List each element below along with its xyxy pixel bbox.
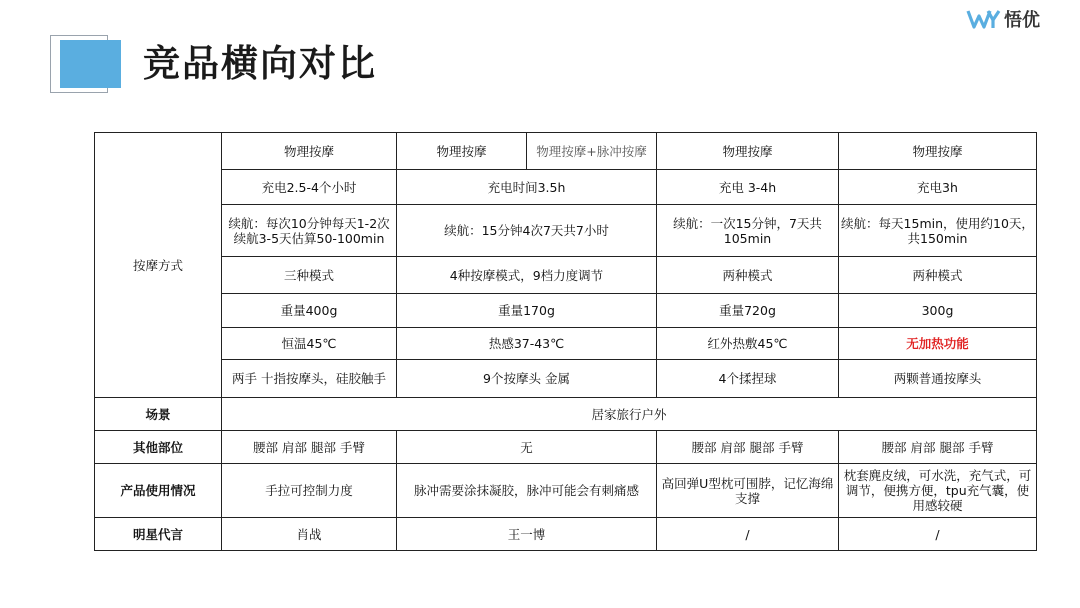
table-cell: 腰部 肩部 腿部 手臂 (657, 431, 839, 464)
table-cell: 高回弹U型枕可围脖，记忆海绵支撑 (657, 464, 839, 518)
table-cell: 王一博 (397, 518, 657, 551)
table-cell: 物理按摩 (657, 133, 839, 170)
no-heating-highlight: 无加热功能 (839, 328, 1037, 360)
table-cell: 重量400g (222, 294, 397, 328)
table-cell: 两颗普通按摩头 (839, 360, 1037, 398)
table-cell: 物理按摩 (397, 133, 527, 170)
table-cell: 枕套麂皮绒，可水洗，充气式，可调节，便携方便，tpu充气囊，使用感较硬 (839, 464, 1037, 518)
table-cell: 脉冲需要涂抹凝胶，脉冲可能会有刺痛感 (397, 464, 657, 518)
row-label-massage: 按摩方式 (95, 133, 222, 398)
table-cell: 充电2.5-4个小时 (222, 170, 397, 205)
table-row (95, 360, 1037, 398)
table-cell: 重量720g (657, 294, 839, 328)
brand-logo-text: 悟优 (1004, 10, 1040, 31)
table-row (95, 431, 1037, 464)
table-cell: 手拉可控制力度 (222, 464, 397, 518)
table-cell: 9个按摩头 金属 (397, 360, 657, 398)
table-cell: 续航：一次15分钟，7天共105min (657, 205, 839, 257)
table-cell: 4个揉捏球 (657, 360, 839, 398)
brand-logo (966, 6, 1040, 32)
table-cell: 充电时间3.5h (397, 170, 657, 205)
table-cell: 热感37-43℃ (397, 328, 657, 360)
row-label-celebrity: 明星代言 (95, 518, 222, 551)
comparison-table (94, 132, 1037, 551)
table-cell: 续航：每天15min，使用约10天，共150min (839, 205, 1037, 257)
page-title: 竞品横向对比 (143, 42, 377, 85)
brand-logo-icon (966, 8, 1002, 30)
table-cell: 三种模式 (222, 257, 397, 294)
table-cell: 两手 十指按摩头，硅胶触手 (222, 360, 397, 398)
table-cell: 物理按摩+脉冲按摩 (527, 133, 657, 170)
table-cell: 物理按摩 (222, 133, 397, 170)
table-cell: 无 (397, 431, 657, 464)
row-label-scene: 场景 (95, 398, 222, 431)
table-cell: 肖战 (222, 518, 397, 551)
table-cell: 红外热敷45℃ (657, 328, 839, 360)
table-row (95, 170, 1037, 205)
table-cell: / (657, 518, 839, 551)
table-cell: / (839, 518, 1037, 551)
table-cell: 4种按摩模式，9档力度调节 (397, 257, 657, 294)
table-cell: 充电 3-4h (657, 170, 839, 205)
row-label-other-parts: 其他部位 (95, 431, 222, 464)
table-cell: 居家旅行户外 (222, 398, 1037, 431)
table-cell: 续航：每次10分钟每天1-2次续航3-5天估算50-100min (222, 205, 397, 257)
table-row (95, 518, 1037, 551)
table-cell: 充电3h (839, 170, 1037, 205)
title-decoration-block (60, 40, 121, 88)
table-cell: 续航：15分钟4次7天共7小时 (397, 205, 657, 257)
table-row (95, 133, 1037, 170)
table-row (95, 398, 1037, 431)
table-row (95, 328, 1037, 360)
table-cell: 物理按摩 (839, 133, 1037, 170)
table-cell: 两种模式 (839, 257, 1037, 294)
table-cell: 腰部 肩部 腿部 手臂 (222, 431, 397, 464)
table-cell: 重量170g (397, 294, 657, 328)
row-label-usage: 产品使用情况 (95, 464, 222, 518)
table-cell: 300g (839, 294, 1037, 328)
table-row (95, 205, 1037, 257)
table-cell: 恒温45℃ (222, 328, 397, 360)
table-row (95, 464, 1037, 518)
table-cell: 腰部 肩部 腿部 手臂 (839, 431, 1037, 464)
table-cell: 两种模式 (657, 257, 839, 294)
table-row (95, 294, 1037, 328)
table-row (95, 257, 1037, 294)
